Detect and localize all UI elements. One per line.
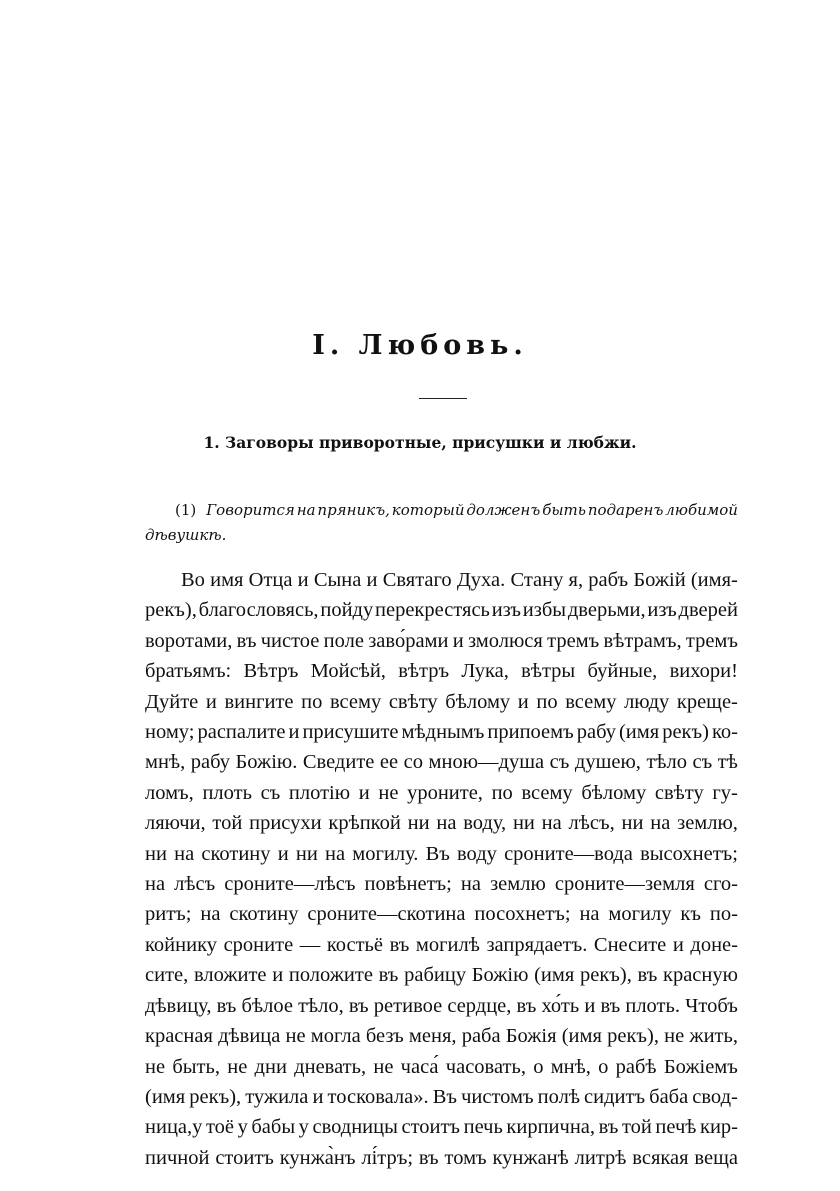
text-line bbox=[145, 778, 738, 808]
text-line bbox=[145, 1052, 738, 1082]
text-line bbox=[145, 1143, 738, 1173]
text-line-content: ница,у тоё у бабы у сводницы стоитъ печь кирпична, въ той печѣ кир- bbox=[145, 1116, 738, 1139]
text-line-content: ломъ, плоть съ плотію и не уроните, по всему бѣлому свѣту гу- bbox=[145, 781, 738, 804]
text-line bbox=[145, 656, 738, 686]
text-line bbox=[145, 687, 738, 717]
text-line-content: красная дѣвица не могла безъ меня, раба Божія (имя рекъ), не жить, bbox=[145, 1025, 738, 1048]
text-line bbox=[145, 717, 738, 747]
text-line-content: на лѣсъ сроните—лѣсъ повѣнетъ; на землю сроните—земля сго- bbox=[145, 873, 738, 896]
text-line-content: пичной стоитъ кунжа̀нъ лі́тръ; въ томъ кунжанѣ литрѣ всякая веща bbox=[145, 1146, 738, 1169]
text-line bbox=[145, 808, 738, 838]
text-line-content: ному; распалите и присушите мѣднымъ припоемъ рабу (имя рекъ) ко- bbox=[145, 721, 738, 744]
text-line bbox=[145, 930, 738, 960]
title-divider bbox=[419, 398, 467, 399]
instruction-text-1: Говорится на пряникъ, который долженъ быть подаренъ любимой bbox=[206, 501, 738, 519]
charm-instruction bbox=[145, 498, 738, 548]
charm-text bbox=[145, 565, 738, 1173]
text-line bbox=[145, 565, 738, 595]
text-line-content: (имя рекъ), тужила и тосковала». Въ чистомъ полѣ сидитъ баба свод- bbox=[145, 1085, 738, 1108]
text-line-content: воротами, въ чистое поле заво́рами и змолюся тремъ вѣтрамъ, тремъ bbox=[145, 629, 738, 652]
text-line-content: сите, вложите и положите въ рабицу Божію (имя рекъ), въ красную bbox=[145, 964, 738, 987]
text-line bbox=[145, 1112, 738, 1142]
text-line-content: койнику сроните — костьё въ могилѣ запрядаетъ. Снесите и доне- bbox=[145, 933, 738, 956]
text-line-content: ритъ; на скотину сроните—скотина посохнетъ; на могилу къ по- bbox=[145, 903, 738, 926]
text-line bbox=[145, 626, 738, 656]
text-line bbox=[145, 991, 738, 1021]
chapter-title: I. Любовь. bbox=[312, 330, 528, 361]
instruction-line bbox=[145, 523, 738, 548]
charm-number: (1) bbox=[175, 501, 197, 519]
text-line-content: ни на скотину и ни на могилу. Въ воду сроните—вода высохнетъ; bbox=[145, 842, 738, 865]
text-line-content: Дуйте и вингите по всему свѣту бѣлому и по всему люду креще- bbox=[145, 690, 738, 713]
text-line bbox=[145, 960, 738, 990]
text-line bbox=[145, 1021, 738, 1051]
text-line-content: братьямъ: Вѣтръ Мойсѣй, вѣтръ Лука, вѣтры буйные, вихори! bbox=[145, 660, 738, 683]
text-line-content: не быть, не дни дневать, не часа́ часовать, о мнѣ, о рабѣ Божіемъ bbox=[145, 1055, 738, 1078]
text-line bbox=[145, 899, 738, 929]
text-line bbox=[145, 839, 738, 869]
text-line-content: дѣвицу, въ бѣлое тѣло, въ ретивое сердце, въ хо́ть и въ плоть. Чтобъ bbox=[145, 994, 738, 1017]
text-line bbox=[145, 595, 738, 625]
instruction-line bbox=[145, 498, 738, 523]
text-line-content: мнѣ, рабу Божію. Сведите ее со мною—душа съ душею, тѣло съ тѣ bbox=[145, 751, 738, 774]
instruction-text-2: дѣвушкѣ. bbox=[145, 526, 227, 544]
text-line-content: рекъ), благословясь, пойду перекрестясь изъ избы дверьми, изъ дверей bbox=[145, 599, 738, 622]
text-line bbox=[145, 747, 738, 777]
text-line bbox=[145, 1082, 738, 1112]
text-line-content: Во имя Отца и Сына и Святаго Духа. Стану я, рабъ Божій (имя- bbox=[181, 569, 738, 591]
text-line bbox=[145, 869, 738, 899]
text-line-content: ляючи, той присухи крѣпкой ни на воду, ни на лѣсъ, ни на землю, bbox=[145, 812, 738, 835]
section-heading: 1. Заговоры приворотные, присушки и любжи. bbox=[203, 433, 637, 452]
